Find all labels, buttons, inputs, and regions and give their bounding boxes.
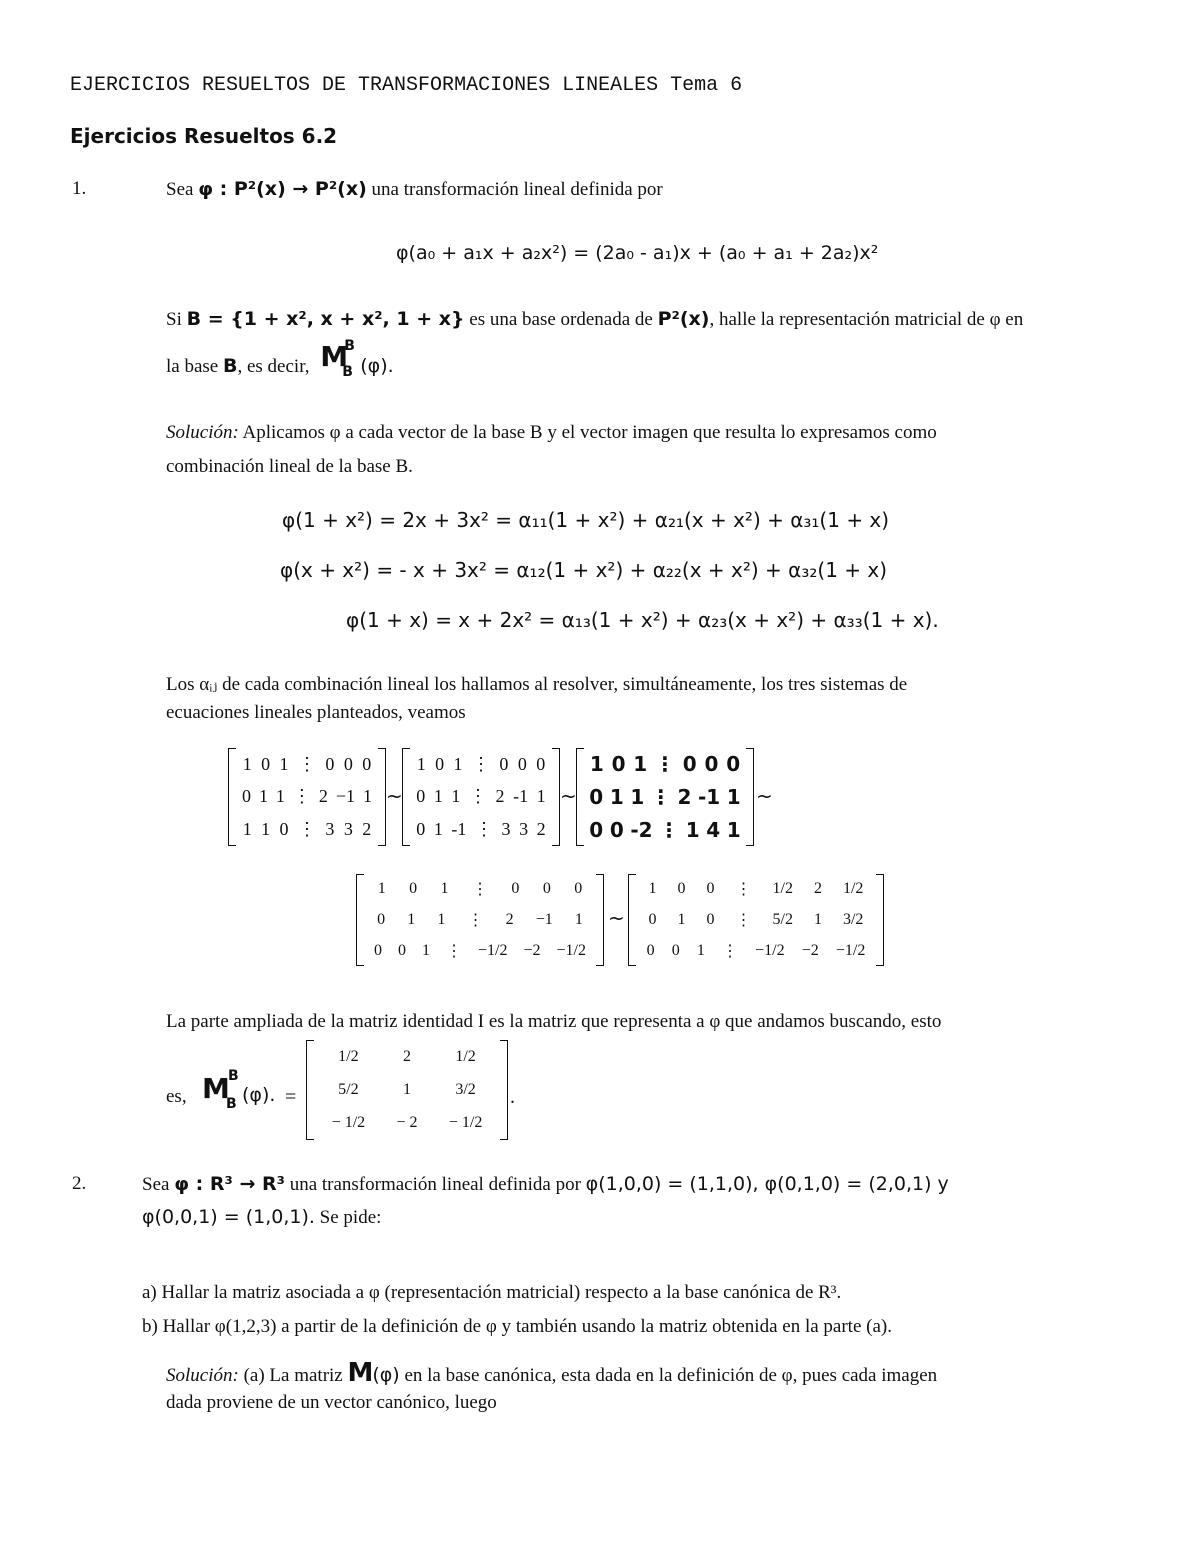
matrix-cell: −1/2 — [478, 941, 508, 959]
matrix-row — [412, 748, 550, 781]
matrix-cell: 0 — [726, 752, 741, 777]
text: en la base canónica, esta dada en la definición de φ, pues cada imagen — [404, 1365, 938, 1386]
matrix-cell: 0 — [682, 752, 697, 777]
definition-formula: φ(a₀ + a₁x + a₂x²) = (2a₀ - a₁)x + (a₀ + a₁ + 2a₂)x² — [396, 242, 879, 264]
matrix-cell: −1/2 — [835, 941, 866, 959]
map-values: φ(1,0,0) = (1,1,0), φ(0,1,0) = (2,0,1) y — [585, 1173, 949, 1195]
basis-statement-cont — [166, 338, 394, 380]
matrix-cell: 1 — [685, 817, 700, 842]
matrix-cell: 2 — [402, 1047, 411, 1065]
matrix-cell: 3/2 — [842, 910, 864, 928]
equation-3: φ(1 + x) = x + 2x² = α₁₃(1 + x²) + α₂₃(x + x²) + α₃₃(1 + x). — [346, 608, 939, 632]
exercise-2-number: 2. — [72, 1173, 87, 1194]
matrix-cell: 1/2 — [772, 880, 793, 898]
matrix-cell: 0 — [435, 753, 445, 774]
matrix-cell: ⋮ — [735, 881, 752, 899]
matrix-cell: 0 — [499, 753, 509, 774]
matrix-cell: 1 — [440, 880, 449, 898]
matrix-cell: 0 — [343, 753, 353, 774]
matrix-cell: 2 — [362, 819, 372, 840]
conclusion-es: es, — [166, 1086, 187, 1107]
matrix-cell: −2 — [523, 941, 541, 959]
matrix-row — [366, 905, 594, 936]
matrix-cell: 3/2 — [455, 1080, 476, 1098]
matrix-cell: 1/2 — [455, 1047, 476, 1065]
matrix-cell: 1 — [633, 752, 648, 777]
matrix-cell: 0 — [325, 753, 335, 774]
matrix-cell: ⋮ — [650, 784, 671, 809]
matrix-cell: 3 — [343, 819, 353, 840]
matrix-cell: 1 — [433, 819, 443, 840]
matrix-row — [638, 935, 874, 966]
left-bracket — [228, 748, 236, 846]
subscript: B — [226, 1096, 237, 1112]
text: la base — [166, 356, 219, 377]
map-value: φ(0,0,1) = (1,0,1). — [142, 1206, 315, 1228]
matrix-row — [586, 813, 744, 846]
matrix-cell: 1 — [813, 910, 822, 928]
matrix-row — [366, 874, 594, 905]
matrix-cell: − 1/2 — [448, 1114, 483, 1132]
matrix-cell: 2 — [505, 910, 514, 928]
left-bracket — [402, 748, 410, 846]
matrix-cell: − 2 — [396, 1114, 418, 1132]
text: Aplicamos φ a cada vector de la base B y el vector imagen que resulta lo expresamos como — [242, 422, 937, 443]
augmented-matrix-4 — [356, 874, 604, 966]
exercise-2-statement-cont — [142, 1206, 381, 1229]
matrix-cell: -1 — [451, 819, 467, 840]
matrix-symbol — [314, 338, 360, 380]
solution-line-2: combinación lineal de la base B. — [166, 456, 413, 477]
matrix-cell: 0 — [279, 819, 289, 840]
equivalence-symbol: ~ — [756, 784, 773, 808]
text: , halle la representación matricial de φ en — [709, 309, 1024, 330]
solution-label: Solución: — [166, 1365, 239, 1386]
text: es una base ordenada de — [469, 309, 653, 330]
text: Se pide: — [319, 1207, 382, 1228]
text: una transformación lineal definida por — [371, 179, 663, 200]
matrix-cell: 2 — [813, 880, 822, 898]
matrix-cell: 2 — [536, 819, 546, 840]
matrix-cell: 1 — [536, 786, 546, 807]
matrix-cell: 0 — [609, 817, 624, 842]
right-bracket — [596, 874, 604, 966]
matrix-cell: -1 — [513, 786, 529, 807]
matrix-cell: 1 — [377, 880, 386, 898]
matrix-cell: 0 — [677, 880, 686, 898]
matrix-cell: −1 — [535, 910, 553, 928]
m-letter: M — [347, 1358, 373, 1388]
matrix-cell: 3 — [519, 819, 529, 840]
exercise-2-statement — [142, 1173, 949, 1196]
matrix-cell: 0 — [574, 880, 583, 898]
matrix-cell: 0 — [511, 880, 520, 898]
equivalence-symbol: ~ — [560, 784, 577, 808]
matrix-cell: ⋮ — [467, 911, 484, 929]
text: Si — [166, 309, 182, 330]
matrix-cell: 0 — [646, 941, 655, 959]
matrix-cell: − 1/2 — [331, 1114, 366, 1132]
matrix-cell: ⋮ — [446, 942, 462, 960]
result-matrix-symbol — [202, 1070, 322, 1120]
right-bracket — [876, 874, 884, 966]
matrix-cell: 1 — [574, 910, 583, 928]
augmented-matrix-2 — [402, 748, 560, 846]
map-expression: φ : P²(x) → P²(x) — [198, 178, 367, 200]
matrix-cell: 1/2 — [338, 1047, 359, 1065]
matrix-cell: 0 — [536, 753, 546, 774]
right-bracket — [500, 1040, 508, 1140]
matrix-cell: 0 — [517, 753, 527, 774]
matrix-cell: 1 — [453, 753, 463, 774]
argument: (φ). — [242, 1084, 276, 1106]
matrix-cell: ⋮ — [471, 753, 490, 774]
page-title: EJERCICIOS RESUELTOS DE TRANSFORMACIONES LINEALES Tema 6 — [70, 74, 743, 97]
matrix-row — [366, 935, 594, 966]
matrix-cell: ⋮ — [659, 817, 680, 842]
matrix-cell: ⋮ — [297, 753, 316, 774]
matrix-cell: 0 — [374, 941, 382, 959]
matrix-cell: ⋮ — [655, 752, 675, 777]
matrix-cell: 1 — [258, 786, 268, 807]
matrix-cell: 1 — [630, 784, 645, 809]
matrix-cell: 0 — [589, 784, 604, 809]
question-b: b) Hallar φ(1,2,3) a partir de la definición de φ y también usando la matriz obtenida en la parte (a). — [142, 1316, 892, 1337]
space-name: P²(x) — [657, 308, 710, 330]
right-bracket — [378, 748, 386, 846]
matrix-cell: 1 — [362, 786, 372, 807]
matrix-cell: 3 — [325, 819, 335, 840]
basis-statement — [166, 308, 1023, 331]
question-a: a) Hallar la matriz asociada a φ (representación matricial) respecto a la base canónica de R³. — [142, 1282, 842, 1303]
matrix-cell: ⋮ — [721, 942, 738, 960]
matrix-cell: 1 — [422, 941, 430, 959]
solution-label: Solución: — [166, 422, 239, 443]
argument: (φ). — [360, 355, 394, 377]
matrix-cell: 1 — [242, 753, 252, 774]
ex2-solution-line-2: dada proviene de un vector canónico, luego — [166, 1392, 497, 1413]
matrix-cell: 1 — [242, 819, 252, 840]
matrix-cell: 0 — [706, 880, 715, 898]
matrix-cell: -1 — [697, 784, 721, 809]
matrix-cell: 0 — [416, 786, 426, 807]
ex2-solution-line-1 — [166, 1358, 937, 1388]
matrix-cell: ⋮ — [471, 881, 488, 899]
equivalence-symbol: ~ — [386, 784, 403, 808]
matrix-cell: 2 — [677, 784, 692, 809]
exercise-1-number: 1. — [72, 178, 87, 199]
matrix-cell: 1 — [726, 784, 741, 809]
matrix-cell: 0 — [704, 752, 719, 777]
left-bracket — [356, 874, 364, 966]
matrix-row — [586, 781, 744, 814]
text: Sea — [142, 1174, 170, 1195]
argument: (φ) — [372, 1364, 400, 1386]
left-bracket — [306, 1040, 314, 1140]
matrix-cell: ⋮ — [292, 786, 311, 807]
text: , es decir, — [237, 356, 310, 377]
matrix-cell: 1 — [279, 753, 289, 774]
augmented-matrix-1 — [228, 748, 386, 846]
matrix-cell: −1/2 — [755, 941, 785, 959]
exercise-1-statement — [166, 178, 663, 201]
matrix-row — [316, 1073, 498, 1106]
augmented-matrix-5 — [628, 874, 884, 966]
matrix-cell: ⋮ — [735, 911, 752, 929]
matrix-cell: 2 — [495, 786, 505, 807]
result-matrix — [306, 1040, 508, 1140]
matrix-cell: 1 — [261, 819, 271, 840]
conclusion-line: La parte ampliada de la matriz identidad I es la matriz que representa a φ que andamos buscando, esto — [166, 1011, 942, 1032]
matrix-row — [412, 813, 550, 846]
matrix-row — [238, 813, 376, 846]
equals-sign: = — [285, 1086, 297, 1108]
paragraph-line-2: ecuaciones lineales planteados, veamos — [166, 702, 466, 723]
matrix-row — [412, 781, 550, 814]
matrix-cell: 0 — [671, 941, 680, 959]
solution-line-1 — [166, 422, 937, 444]
basis-name: B — [222, 355, 238, 377]
m-letter: M — [202, 1072, 229, 1105]
matrix-cell: 0 — [362, 753, 372, 774]
section-subtitle: Ejercicios Resueltos 6.2 — [70, 124, 338, 148]
matrix-cell: 0 — [542, 880, 551, 898]
matrix-cell: 0 — [416, 819, 426, 840]
superscript: B — [228, 1068, 239, 1084]
matrix-cell: ⋮ — [474, 819, 493, 840]
text: Sea — [166, 179, 194, 200]
equation-1: φ(1 + x²) = 2x + 3x² = α₁₁(1 + x²) + α₂₁(x + x²) + α₃₁(1 + x) — [282, 508, 890, 532]
text: una transformación lineal definida por — [289, 1174, 581, 1195]
text: (a) La matriz — [243, 1365, 343, 1386]
matrix-cell: 0 — [589, 817, 604, 842]
matrix-cell: 5/2 — [338, 1080, 359, 1098]
matrix-cell: 1 — [433, 786, 443, 807]
matrix-row — [586, 748, 744, 781]
right-bracket — [552, 748, 560, 846]
period: . — [510, 1086, 515, 1108]
matrix-cell: 0 — [648, 910, 657, 928]
matrix-cell: 0 — [706, 910, 715, 928]
paragraph-line-1: Los αᵢⱼ de cada combinación lineal los hallamos al resolver, simultáneamente, los tres sistemas de — [166, 674, 908, 695]
equivalence-symbol: ~ — [608, 906, 625, 930]
matrix-row — [316, 1040, 498, 1073]
matrix-cell: 1 — [275, 786, 285, 807]
matrix-cell: −2 — [801, 941, 819, 959]
right-bracket — [746, 748, 754, 846]
matrix-cell: −1/2 — [556, 941, 586, 959]
matrix-cell: 1 — [648, 880, 657, 898]
matrix-cell: ⋮ — [297, 819, 316, 840]
matrix-cell: 3 — [501, 819, 511, 840]
matrix-cell: 1 — [437, 910, 446, 928]
matrix-cell: 0 — [611, 752, 626, 777]
left-bracket — [628, 874, 636, 966]
superscript: B — [344, 338, 355, 354]
matrix-cell: 1 — [451, 786, 461, 807]
matrix-cell: 1 — [726, 817, 741, 842]
matrix-row — [316, 1107, 498, 1140]
matrix-cell: 0 — [409, 880, 418, 898]
matrix-cell: 1 — [416, 753, 426, 774]
matrix-cell: 1 — [677, 910, 686, 928]
matrix-cell: 0 — [261, 753, 271, 774]
left-bracket — [576, 748, 584, 846]
matrix-cell: 5/2 — [772, 910, 793, 928]
matrix-cell: 1 — [696, 941, 705, 959]
matrix-row — [238, 781, 376, 814]
map-expression: φ : R³ → R³ — [174, 1173, 285, 1195]
matrix-cell: 1/2 — [842, 880, 864, 898]
equation-2: φ(x + x²) = - x + 3x² = α₁₂(1 + x²) + α₂₂(x + x²) + α₃₂(1 + x) — [280, 558, 888, 582]
matrix-cell: 1 — [407, 910, 416, 928]
basis-set: B = {1 + x², x + x², 1 + x} — [186, 308, 465, 330]
matrix-cell: 0 — [377, 910, 386, 928]
matrix-cell: 4 — [706, 817, 721, 842]
matrix-row — [638, 905, 874, 936]
matrix-cell: -2 — [630, 817, 653, 842]
matrix-cell: 2 — [318, 786, 328, 807]
matrix-cell: 1 — [609, 784, 624, 809]
matrix-cell: 1 — [402, 1080, 411, 1098]
subscript: B — [342, 364, 353, 380]
matrix-cell: 1 — [589, 752, 604, 777]
matrix-cell: −1 — [335, 786, 355, 807]
m-letter: M — [320, 340, 348, 373]
matrix-cell: ⋮ — [468, 786, 487, 807]
matrix-row — [238, 748, 376, 781]
matrix-row — [638, 874, 874, 905]
augmented-matrix-3 — [576, 748, 754, 846]
matrix-cell: 0 — [398, 941, 406, 959]
matrix-cell: 0 — [241, 786, 251, 807]
